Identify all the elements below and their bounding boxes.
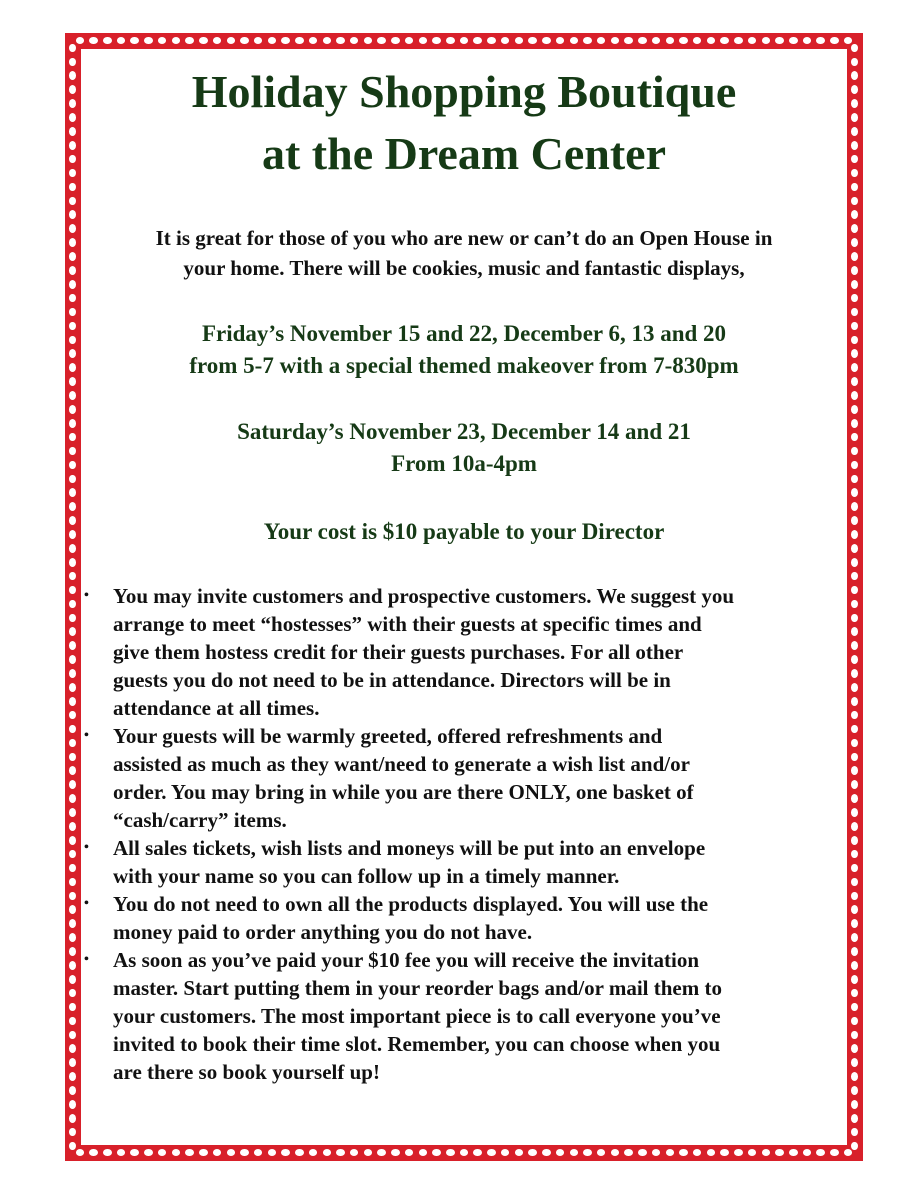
border-dots-top [73,37,855,45]
border-dot [570,37,579,44]
border-dot [69,780,76,789]
border-dot [851,183,858,192]
border-dot [69,822,76,831]
border-dot [69,169,76,178]
border-dot [597,37,606,44]
border-dot [69,252,76,261]
border-dot [851,99,858,108]
cost-line: Your cost is $10 payable to your Director [263,519,665,544]
border-dot [652,37,661,44]
border-dot [830,37,839,44]
border-dot [851,1128,858,1137]
border-dot [583,37,592,44]
border-dot [638,1149,647,1156]
border-dot [775,1149,784,1156]
border-dot [89,37,98,44]
border-dot [350,1149,359,1156]
border-dot [69,711,76,720]
border-dot [851,224,858,233]
border-dot [851,113,858,122]
saturday-line-1: Saturday’s November 23, December 14 and 21 [237,419,691,444]
saturday-line-2: From 10a-4pm [391,451,537,476]
border-dot [268,1149,277,1156]
border-dot [583,1149,592,1156]
border-dot [336,1149,345,1156]
border-dot [515,1149,524,1156]
border-dot [851,572,858,581]
border-dot [830,1149,839,1156]
border-dot [748,1149,757,1156]
border-dot [775,37,784,44]
list-item [81,722,855,834]
border-dot [473,37,482,44]
border-dot [69,433,76,442]
border-dot [69,516,76,525]
border-dot [666,1149,675,1156]
border-dot [748,37,757,44]
list-item-line: attendance at all times. [113,696,320,720]
border-dot [803,1149,812,1156]
border-dot [69,322,76,331]
border-dot [720,37,729,44]
border-dot [295,1149,304,1156]
border-dot [720,1149,729,1156]
border-dot [851,141,858,150]
border-dot [69,1058,76,1067]
bullet-icon: • [84,588,89,603]
border-dot [69,669,76,678]
border-dot [69,1114,76,1123]
border-dot [851,391,858,400]
border-dot [515,37,524,44]
border-dot [69,627,76,636]
friday-line-2: from 5-7 with a special themed makeover from 7-830pm [189,353,739,378]
border-dot [69,1072,76,1081]
title-line-2: at the Dream Center [261,128,667,179]
border-dot [851,405,858,414]
border-dot [281,37,290,44]
border-dot [281,1149,290,1156]
border-dot [707,1149,716,1156]
border-dot [666,37,675,44]
border-dot [69,697,76,706]
border-dot [350,37,359,44]
border-dot [851,210,858,219]
border-dot [851,294,858,303]
border-dot [624,1149,633,1156]
border-dot [69,947,76,956]
border-dot [851,502,858,511]
border-dot [144,1149,153,1156]
border-dot [69,475,76,484]
border-dot [851,447,858,456]
border-dot [432,1149,441,1156]
border-dot [851,1100,858,1109]
list-item-line: order. You may bring in while you are there ONLY, one basket of [113,780,694,804]
list-item-line: master. Start putting them in your reorder bags and/or mail them to [113,976,722,1000]
border-dot [734,1149,743,1156]
border-dot [851,169,858,178]
border-dot [69,739,76,748]
list-item [81,946,855,1086]
border-dot [69,766,76,775]
border-dot [117,1149,126,1156]
border-dot [69,58,76,67]
border-dot [734,37,743,44]
border-dot [624,37,633,44]
border-dot [679,37,688,44]
border-dot [69,266,76,275]
border-dot [851,1142,858,1151]
border-dot [473,1149,482,1156]
border-dot [69,1100,76,1109]
border-dot [69,336,76,345]
border-dot [542,37,551,44]
border-dot [391,37,400,44]
border-dot [69,349,76,358]
friday-schedule [81,318,847,382]
border-dot [570,1149,579,1156]
list-item-line: your customers. The most important piece is to call everyone you’ve [113,1004,721,1028]
border-dot [69,1003,76,1012]
list-item-line: Your guests will be warmly greeted, offered refreshments and [113,724,663,748]
border-dot [69,850,76,859]
intro-line-2: your home. There will be cookies, music and fantastic displays, [183,256,745,280]
border-dot [851,363,858,372]
border-dot [213,37,222,44]
border-dot [199,37,208,44]
border-dot [460,37,469,44]
border-dot [851,280,858,289]
border-dot [69,488,76,497]
border-dot [69,989,76,998]
border-dot [69,572,76,581]
border-dot [364,37,373,44]
border-dot [69,502,76,511]
border-dot [69,655,76,664]
border-dot [227,37,236,44]
border-dot [851,1086,858,1095]
border-dot [69,308,76,317]
border-dot [419,37,428,44]
border-dot [816,1149,825,1156]
border-dot [405,1149,414,1156]
border-dot [69,933,76,942]
border-dot [638,37,647,44]
border-dot [254,37,263,44]
border-dot [69,155,76,164]
border-dot [391,1149,400,1156]
bullet-list [81,582,847,1086]
border-dot [69,363,76,372]
border-dot [69,141,76,150]
list-item-line: are there so book yourself up! [113,1060,380,1084]
border-dot [789,37,798,44]
border-dot [851,544,858,553]
border-dot [851,85,858,94]
border-dot [268,37,277,44]
border-dot [611,1149,620,1156]
border-dot [789,1149,798,1156]
border-dot [69,544,76,553]
border-dot [693,1149,702,1156]
border-dot [69,85,76,94]
border-dot [487,37,496,44]
border-dot [172,1149,181,1156]
border-dot [69,44,76,53]
border-dot [309,37,318,44]
border-dot [89,1149,98,1156]
border-dot [69,1142,76,1151]
border-dot [69,753,76,762]
border-dot [69,641,76,650]
border-dot [69,377,76,386]
border-dot [851,238,858,247]
border-dot [377,1149,386,1156]
border-dot [851,197,858,206]
border-dot [69,419,76,428]
border-dots-bottom [73,1149,855,1157]
border-dot [199,1149,208,1156]
border-dot [323,1149,332,1156]
border-dot [707,37,716,44]
border-dots-left [69,41,77,1153]
border-dot [432,37,441,44]
border-dot [803,37,812,44]
border-dot [69,975,76,984]
border-dot [69,1017,76,1026]
list-item-line: As soon as you’ve paid your $10 fee you will receive the invitation [113,948,700,972]
border-dot [69,210,76,219]
border-dot [130,37,139,44]
border-dot [158,37,167,44]
list-item-line: You do not need to own all the products displayed. You will use the [113,892,709,916]
border-dot [851,266,858,275]
border-dot [851,516,858,525]
border-dot [69,447,76,456]
border-dot [69,127,76,136]
border-dot [851,433,858,442]
list-item-line: with your name so you can follow up in a timely manner. [113,864,620,888]
border-dot [851,1114,858,1123]
border-dot [69,961,76,970]
list-item-line: guests you do not need to be in attendance. Directors will be in [113,668,671,692]
border-dot [652,1149,661,1156]
border-dot [69,905,76,914]
border-dot [69,99,76,108]
border-dot [851,336,858,345]
border-dot [487,1149,496,1156]
border-dot [69,864,76,873]
border-dot [693,37,702,44]
border-dot [69,878,76,887]
border-dot [69,558,76,567]
border-dot [69,197,76,206]
border-dot [69,1031,76,1040]
border-dot [336,37,345,44]
border-dot [377,37,386,44]
list-item-line: You may invite customers and prospective customers. We suggest you [113,584,735,608]
border-dot [69,1086,76,1095]
list-item-line: assisted as much as they want/need to generate a wish list and/or [113,752,690,776]
border-dot [69,391,76,400]
border-dot [501,37,510,44]
border-dot [69,1128,76,1137]
border-dot [144,37,153,44]
border-dot [117,37,126,44]
border-dot [158,1149,167,1156]
border-dot [851,322,858,331]
border-dot [69,808,76,817]
border-dot [69,683,76,692]
border-dot [227,1149,236,1156]
border-dot [528,37,537,44]
list-item [81,890,855,946]
border-dot [556,37,565,44]
border-dot [69,238,76,247]
list-item-line: arrange to meet “hostesses” with their guests at specific times and [113,612,702,636]
border-dot [851,155,858,164]
border-dot [851,419,858,428]
border-dot [103,1149,112,1156]
border-dot [528,1149,537,1156]
border-dot [69,892,76,901]
border-dot [69,71,76,80]
border-dot [69,836,76,845]
list-item [81,582,855,722]
border-dot [460,1149,469,1156]
bullet-icon: • [84,728,89,743]
border-dot [851,461,858,470]
border-dot [851,349,858,358]
border-dot [69,1044,76,1053]
border-dot [851,71,858,80]
border-dot [851,252,858,261]
list-item-line: invited to book their time slot. Remember, you can choose when you [113,1032,721,1056]
list-item-line: money paid to order anything you do not have. [113,920,533,944]
border-dot [69,113,76,122]
border-dot [185,37,194,44]
border-dot [597,1149,606,1156]
friday-line-1: Friday’s November 15 and 22, December 6, 13 and 20 [201,321,727,346]
bullet-icon: • [84,840,89,855]
border-dot [69,794,76,803]
border-dot [816,37,825,44]
border-dot [611,37,620,44]
border-dot [130,1149,139,1156]
border-dot [851,58,858,67]
border-dot [851,377,858,386]
list-item-line: give them hostess credit for their guests purchases. For all other [113,640,684,664]
saturday-schedule [81,416,847,480]
border-dot [254,1149,263,1156]
border-dot [69,919,76,928]
border-dot [295,37,304,44]
border-dot [851,558,858,567]
title-line-1: Holiday Shopping Boutique [191,66,737,117]
border-dot [240,1149,249,1156]
border-dot [762,1149,771,1156]
intro-line-1: It is great for those of you who are new or can’t do an Open House in [155,226,773,250]
bullet-icon: • [84,952,89,967]
border-dot [69,461,76,470]
flyer-title [81,61,847,185]
border-dot [851,44,858,53]
border-dot [69,530,76,539]
border-dot [69,280,76,289]
border-dot [240,37,249,44]
border-dot [851,488,858,497]
border-dot [446,37,455,44]
border-dot [69,725,76,734]
intro-paragraph [81,223,847,283]
border-dot [69,614,76,623]
border-dot [556,1149,565,1156]
border-dot [851,127,858,136]
border-dot [69,586,76,595]
border-dot [405,37,414,44]
border-dot [69,224,76,233]
border-dot [69,294,76,303]
bullet-icon: • [84,896,89,911]
border-dot [69,600,76,609]
border-dot [542,1149,551,1156]
border-dot [446,1149,455,1156]
border-dot [679,1149,688,1156]
flyer-content [81,49,847,1145]
border-dot [69,183,76,192]
border-dot [501,1149,510,1156]
border-dot [172,37,181,44]
border-dot [419,1149,428,1156]
border-dot [103,37,112,44]
list-item-line: All sales tickets, wish lists and moneys will be put into an envelope [113,836,706,860]
border-dot [69,405,76,414]
border-dot [309,1149,318,1156]
border-dot [213,1149,222,1156]
border-dot [851,530,858,539]
border-dot [851,475,858,484]
border-dot [762,37,771,44]
border-dot [185,1149,194,1156]
border-dot [323,37,332,44]
border-dot [851,308,858,317]
border-dot [364,1149,373,1156]
list-item-line: “cash/carry” items. [113,808,287,832]
list-item [81,834,855,890]
